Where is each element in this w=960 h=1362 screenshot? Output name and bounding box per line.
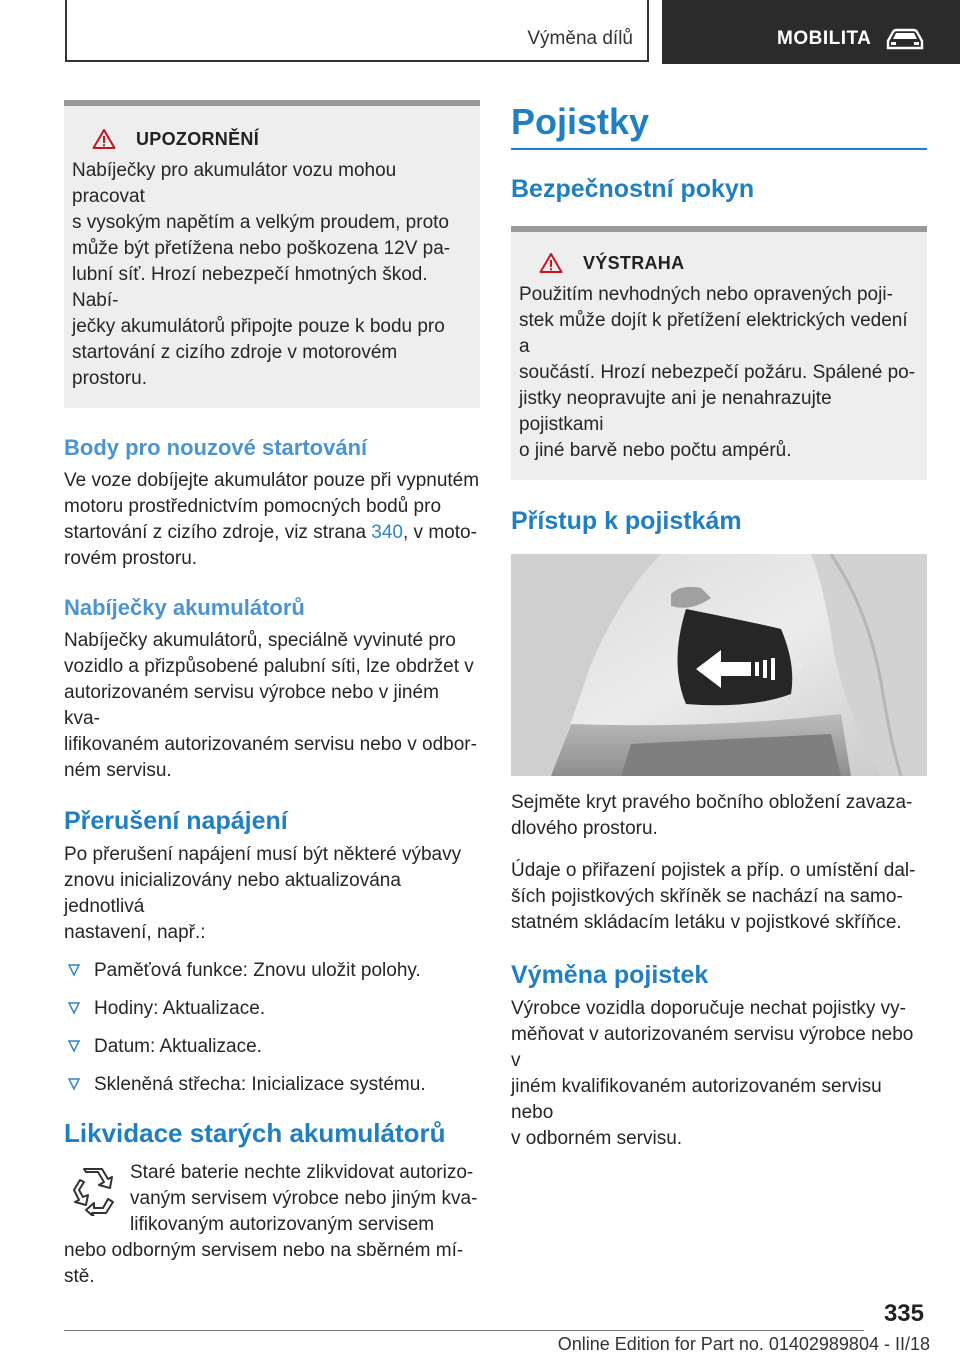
heading-fuse-access: Přístup k pojistkám [511,507,742,535]
paragraph-line: Nabíječky akumulátorů, speciálně vyvinuté pro [64,630,456,651]
paragraph-line: znovu inicializovány nebo aktualizována jednotlivá [64,870,401,917]
disposal-line: lifikovaným autorizovaným servisem [130,1214,435,1235]
paragraph-line: Údaje o přiřazení pojistek a příp. o umístění dal- [511,860,916,881]
disposal-line: Staré baterie nechte zlikvidovat autorizo- [130,1162,474,1183]
reinit-list [64,958,480,1098]
heading-battery-disposal: Likvidace starých akumulátorů [64,1118,446,1148]
heading-safety-instruction: Bezpečnostní pokyn [511,175,755,203]
paragraph-line: nastavení, např.: [64,922,206,943]
footer-edition: Online Edition for Part no. 01402989804 - II/18 [557,1334,930,1354]
caution-notice [64,100,480,408]
page-reference-link[interactable]: 340 [371,522,403,543]
footer-rule [64,1330,864,1331]
disposal-line: nebo odborným servisem nebo na sběrném mí- [64,1240,464,1261]
paragraph-line: jiném kvalifikovaném autorizovaném servisu nebo [511,1076,882,1123]
page-title-fuses: Pojistky [511,100,927,150]
trunk-panel-illustration [511,554,927,776]
heading-fuse-replacement: Výměna pojistek [511,961,709,989]
bullet-triangle-icon [68,963,80,977]
list-item: Datum: Aktualizace. [64,1034,480,1060]
paragraph-line: startování z cizího zdroje, viz strana 340, v moto- [64,522,477,543]
heading-power-interruption: Přerušení napájení [64,807,288,835]
car-icon [884,26,926,52]
heading-jump-start-points: Body pro nouzové startování [64,435,368,460]
paragraph-line: ném servisu. [64,760,172,781]
paragraph-line: statném skládacím letáku v pojistkové skříňce. [511,912,902,933]
caution-line: startování z cizího zdroje v motorovém prostoru. [72,342,398,389]
disposal-line: vaným servisem výrobce nebo jiným kva- [130,1188,478,1209]
paragraph-line: v odborném servisu. [511,1128,683,1149]
warning-line: součástí. Hrozí nebezpečí požáru. Spálené po- [519,362,916,383]
heading-battery-chargers: Nabíječky akumulátorů [64,595,305,620]
header-section-box [65,0,649,62]
header-chapter-label: MOBILITA [777,28,872,49]
paragraph-line: Po přerušení napájení musí být některé výbavy [64,844,462,865]
paragraph-line: motoru prostřednictvím pomocných bodů pro [64,496,442,517]
warning-line: Použitím nevhodných nebo opravených poji- [519,284,893,305]
paragraph-line: Výrobce vozidla doporučuje nechat pojistky vy- [511,998,906,1019]
warning-notice [511,226,927,480]
warning-line: o jiné barvě nebo počtu ampérů. [519,440,792,461]
list-item: Skleněná střecha: Inicializace systému. [64,1072,480,1098]
right-column [511,100,927,1152]
caution-line: ječky akumulátorů připojte pouze k bodu pro [72,316,445,337]
list-item: Hodiny: Aktualizace. [64,996,480,1022]
warning-title: VÝSTRAHA [583,252,685,273]
disposal-line: stě. [64,1266,95,1287]
bullet-triangle-icon [68,1039,80,1053]
warning-line: stek může dojít k přetížení elektrických vedení a [519,310,908,357]
paragraph-line: rovém prostoru. [64,548,198,569]
list-item: Paměťová funkce: Znovu uložit polohy. [64,958,480,984]
paragraph-line: ších pojistkových skříněk se nachází na samo- [511,886,903,907]
caution-line: Nabíječky pro akumulátor vozu mohou pracovat [72,160,397,207]
caution-line: lubní síť. Hrozí nebezpečí hmotných škod. Nabí- [72,264,428,311]
paragraph-line: Sejměte kryt pravého bočního obložení zavaza- [511,792,913,813]
bullet-triangle-icon [68,1001,80,1015]
paragraph-line: lifikovaném autorizovaném servisu nebo v odbor- [64,734,477,755]
warning-line: jistky neopravujte ani je nenahrazujte pojistkami [519,388,832,435]
fuse-access-photo [511,554,927,776]
paragraph-line: vozidlo a přizpůsobené palubní síti, lze obdržet v [64,656,474,677]
disposal-block [64,1160,480,1290]
header-chapter-tab [662,0,960,64]
paragraph-line: měňovat v autorizovaném servisu výrobce nebo v [511,1024,914,1071]
paragraph-line: dlového prostoru. [511,818,658,839]
bullet-triangle-icon [68,1077,80,1091]
recycle-icon [66,1166,118,1216]
caution-line: může být přetížena nebo poškozena 12V pa- [72,238,451,259]
page-number: 335 [883,1300,924,1327]
warning-triangle-icon [539,252,563,274]
left-column [64,100,480,1290]
caution-title: UPOZORNĚNÍ [136,128,260,149]
paragraph-line: autorizovaném servisu výrobce nebo v jiném kva- [64,682,439,729]
warning-triangle-icon [92,128,116,150]
paragraph-line: Ve voze dobíjejte akumulátor pouze při vypnutém [64,470,480,491]
header-section-title: Výměna dílů [527,28,633,49]
caution-line: s vysokým napětím a velkým proudem, proto [72,212,449,233]
